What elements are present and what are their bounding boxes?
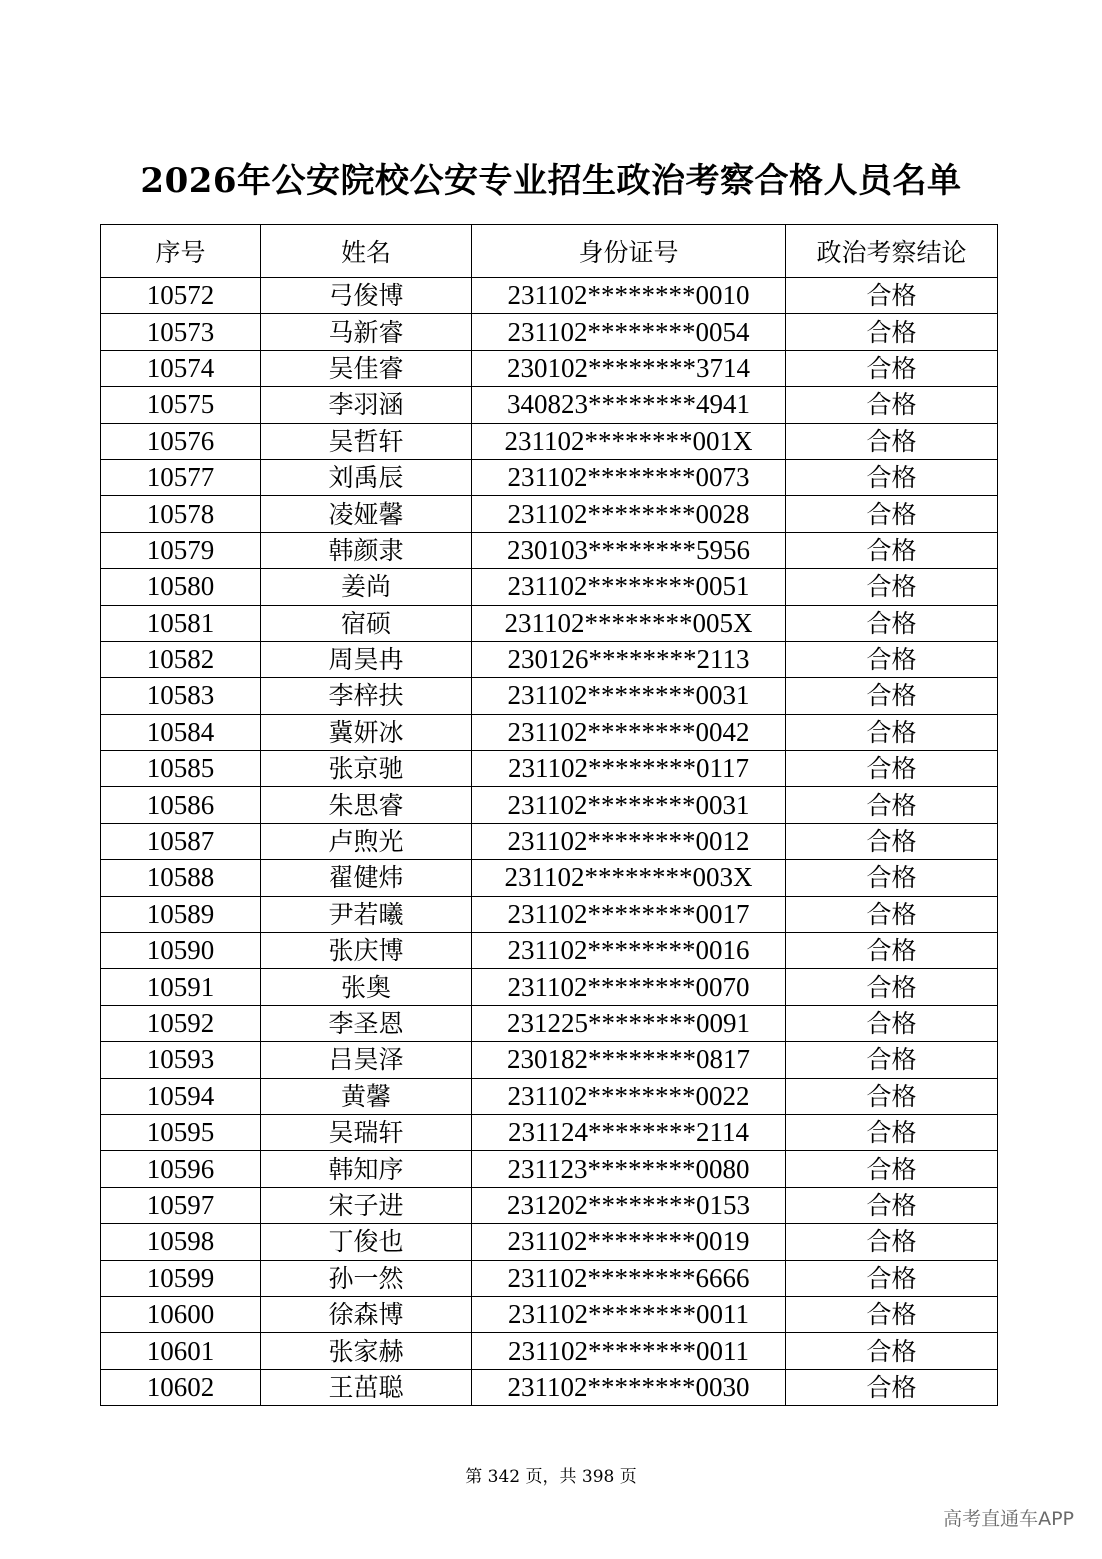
cell-id-number: 340823********4941	[472, 387, 786, 423]
cell-id-number: 230182********0817	[472, 1042, 786, 1078]
cell-index: 10586	[101, 787, 261, 823]
cell-name: 李羽涵	[261, 387, 472, 423]
cell-name: 宋子进	[261, 1187, 472, 1223]
cell-conclusion: 合格	[786, 278, 998, 314]
cell-index: 10574	[101, 350, 261, 386]
cell-name: 韩知序	[261, 1151, 472, 1187]
cell-conclusion: 合格	[786, 1296, 998, 1332]
cell-id-number: 231102********0073	[472, 459, 786, 495]
cell-name: 刘禹辰	[261, 459, 472, 495]
cell-conclusion: 合格	[786, 969, 998, 1005]
page-number: 第 342 页，共 398 页	[465, 1467, 637, 1487]
cell-id-number: 231102********0070	[472, 969, 786, 1005]
cell-name: 李梓扶	[261, 678, 472, 714]
cell-id-number: 230102********3714	[472, 350, 786, 386]
cell-conclusion: 合格	[786, 1260, 998, 1296]
cell-id-number: 231102********0028	[472, 496, 786, 532]
cell-name: 张京驰	[261, 751, 472, 787]
cell-id-number: 231102********0054	[472, 314, 786, 350]
cell-name: 王茁聪	[261, 1369, 472, 1405]
table-header-row	[101, 225, 998, 278]
table-row	[101, 532, 998, 568]
cell-id-number: 231102********0030	[472, 1369, 786, 1405]
cell-id-number: 231102********0051	[472, 569, 786, 605]
table-row	[101, 1260, 998, 1296]
cell-id-number: 231102********0019	[472, 1224, 786, 1260]
cell-id-number: 231123********0080	[472, 1151, 786, 1187]
cell-index: 10589	[101, 896, 261, 932]
cell-name: 马新睿	[261, 314, 472, 350]
cell-index: 10595	[101, 1114, 261, 1150]
cell-name: 卢煦光	[261, 823, 472, 859]
cell-name: 尹若曦	[261, 896, 472, 932]
cell-index: 10593	[101, 1042, 261, 1078]
table-row	[101, 823, 998, 859]
table-row	[101, 605, 998, 641]
cell-id-number: 231102********0117	[472, 751, 786, 787]
table-row	[101, 678, 998, 714]
cell-name: 朱思睿	[261, 787, 472, 823]
cell-name: 韩颜隶	[261, 532, 472, 568]
cell-index: 10590	[101, 933, 261, 969]
cell-index: 10596	[101, 1151, 261, 1187]
cell-name: 吴哲轩	[261, 423, 472, 459]
cell-index: 10580	[101, 569, 261, 605]
cell-index: 10572	[101, 278, 261, 314]
cell-index: 10600	[101, 1296, 261, 1332]
cell-index: 10579	[101, 532, 261, 568]
cell-conclusion: 合格	[786, 569, 998, 605]
cell-name: 冀妍冰	[261, 714, 472, 750]
column-header-id-number: 身份证号	[472, 225, 786, 278]
table-row	[101, 1005, 998, 1041]
cell-conclusion: 合格	[786, 532, 998, 568]
table-row	[101, 1078, 998, 1114]
table-row	[101, 751, 998, 787]
cell-conclusion: 合格	[786, 1042, 998, 1078]
cell-conclusion: 合格	[786, 1114, 998, 1150]
cell-name: 徐森博	[261, 1296, 472, 1332]
table-row	[101, 641, 998, 677]
table-row	[101, 1224, 998, 1260]
cell-name: 宿硕	[261, 605, 472, 641]
cell-index: 10575	[101, 387, 261, 423]
cell-id-number: 231124********2114	[472, 1114, 786, 1150]
table-row	[101, 1296, 998, 1332]
cell-id-number: 231102********0042	[472, 714, 786, 750]
cell-name: 姜尚	[261, 569, 472, 605]
cell-id-number: 231102********0011	[472, 1296, 786, 1332]
cell-conclusion: 合格	[786, 459, 998, 495]
cell-conclusion: 合格	[786, 314, 998, 350]
cell-conclusion: 合格	[786, 678, 998, 714]
cell-index: 10601	[101, 1333, 261, 1369]
cell-name: 吕昊泽	[261, 1042, 472, 1078]
roster-table	[100, 224, 998, 1406]
cell-id-number: 231102********005X	[472, 605, 786, 641]
cell-name: 吴佳睿	[261, 350, 472, 386]
cell-index: 10585	[101, 751, 261, 787]
cell-conclusion: 合格	[786, 1333, 998, 1369]
column-header-name: 姓名	[261, 225, 472, 278]
cell-conclusion: 合格	[786, 423, 998, 459]
cell-conclusion: 合格	[786, 714, 998, 750]
cell-conclusion: 合格	[786, 933, 998, 969]
cell-name: 吴瑞轩	[261, 1114, 472, 1150]
table-row	[101, 423, 998, 459]
cell-id-number: 231225********0091	[472, 1005, 786, 1041]
cell-index: 10587	[101, 823, 261, 859]
cell-index: 10583	[101, 678, 261, 714]
cell-id-number: 231102********0016	[472, 933, 786, 969]
cell-id-number: 231102********0011	[472, 1333, 786, 1369]
table-row	[101, 1333, 998, 1369]
cell-index: 10578	[101, 496, 261, 532]
cell-id-number: 231202********0153	[472, 1187, 786, 1223]
cell-id-number: 231102********0017	[472, 896, 786, 932]
table-row	[101, 387, 998, 423]
cell-name: 周昊冉	[261, 641, 472, 677]
table-row	[101, 714, 998, 750]
cell-conclusion: 合格	[786, 387, 998, 423]
table-row	[101, 1042, 998, 1078]
cell-index: 10588	[101, 860, 261, 896]
cell-index: 10602	[101, 1369, 261, 1405]
cell-id-number: 230103********5956	[472, 532, 786, 568]
cell-index: 10599	[101, 1260, 261, 1296]
cell-index: 10597	[101, 1187, 261, 1223]
cell-index: 10581	[101, 605, 261, 641]
cell-id-number: 231102********0022	[472, 1078, 786, 1114]
cell-id-number: 231102********0031	[472, 678, 786, 714]
table-row	[101, 860, 998, 896]
cell-id-number: 231102********0010	[472, 278, 786, 314]
table-row	[101, 933, 998, 969]
cell-name: 丁俊也	[261, 1224, 472, 1260]
table-row	[101, 350, 998, 386]
cell-conclusion: 合格	[786, 787, 998, 823]
page-title: 2026年公安院校公安专业招生政治考察合格人员名单	[140, 161, 962, 201]
cell-conclusion: 合格	[786, 1369, 998, 1405]
cell-name: 翟健炜	[261, 860, 472, 896]
cell-index: 10592	[101, 1005, 261, 1041]
table-row	[101, 896, 998, 932]
cell-conclusion: 合格	[786, 350, 998, 386]
cell-index: 10598	[101, 1224, 261, 1260]
cell-name: 张奥	[261, 969, 472, 1005]
table-row	[101, 278, 998, 314]
cell-id-number: 231102********6666	[472, 1260, 786, 1296]
table-row	[101, 1114, 998, 1150]
cell-conclusion: 合格	[786, 1187, 998, 1223]
table-row	[101, 969, 998, 1005]
cell-conclusion: 合格	[786, 751, 998, 787]
table-row	[101, 1187, 998, 1223]
cell-id-number: 231102********003X	[472, 860, 786, 896]
cell-conclusion: 合格	[786, 860, 998, 896]
cell-id-number: 230126********2113	[472, 641, 786, 677]
cell-name: 黄馨	[261, 1078, 472, 1114]
cell-index: 10591	[101, 969, 261, 1005]
table-row	[101, 569, 998, 605]
cell-conclusion: 合格	[786, 1078, 998, 1114]
column-header-index: 序号	[101, 225, 261, 278]
cell-conclusion: 合格	[786, 823, 998, 859]
table-row	[101, 1369, 998, 1405]
cell-index: 10577	[101, 459, 261, 495]
cell-id-number: 231102********0031	[472, 787, 786, 823]
cell-id-number: 231102********001X	[472, 423, 786, 459]
table-body	[101, 278, 998, 1406]
cell-conclusion: 合格	[786, 896, 998, 932]
cell-conclusion: 合格	[786, 641, 998, 677]
cell-conclusion: 合格	[786, 1005, 998, 1041]
table-row	[101, 787, 998, 823]
watermark: 高考直通车APP	[943, 1508, 1074, 1530]
cell-name: 张家赫	[261, 1333, 472, 1369]
cell-index: 10594	[101, 1078, 261, 1114]
cell-conclusion: 合格	[786, 1151, 998, 1187]
column-header-conclusion: 政治考察结论	[786, 225, 998, 278]
cell-conclusion: 合格	[786, 496, 998, 532]
table-row	[101, 1151, 998, 1187]
cell-name: 李圣恩	[261, 1005, 472, 1041]
table-row	[101, 459, 998, 495]
cell-index: 10576	[101, 423, 261, 459]
cell-id-number: 231102********0012	[472, 823, 786, 859]
table-row	[101, 314, 998, 350]
cell-conclusion: 合格	[786, 1224, 998, 1260]
cell-name: 凌娅馨	[261, 496, 472, 532]
cell-name: 孙一然	[261, 1260, 472, 1296]
cell-name: 张庆博	[261, 933, 472, 969]
cell-index: 10584	[101, 714, 261, 750]
table-row	[101, 496, 998, 532]
cell-conclusion: 合格	[786, 605, 998, 641]
cell-index: 10573	[101, 314, 261, 350]
cell-index: 10582	[101, 641, 261, 677]
cell-name: 弓俊博	[261, 278, 472, 314]
